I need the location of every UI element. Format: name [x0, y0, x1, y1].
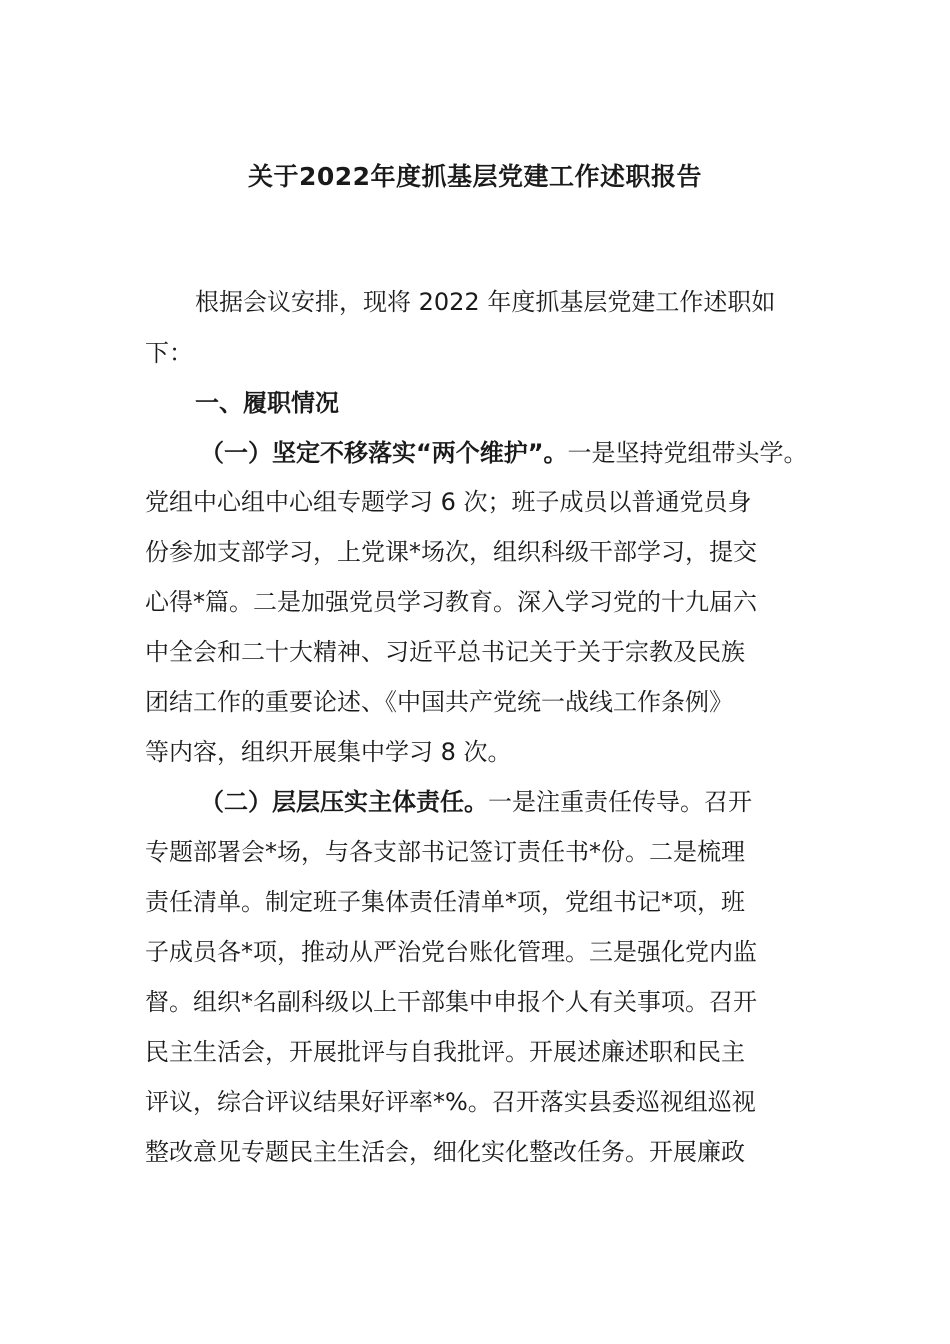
intro-line-1: 根据会议安排，现将 2022 年度抓基层党建工作述职如 — [195, 288, 776, 316]
paragraph-line: 子成员各*项，推动从严治党台账化管理。三是强化党内监 — [145, 938, 757, 966]
paragraph-line: 党组中心组中心组专题学习 6 次；班子成员以普通党员身 — [145, 488, 752, 516]
paragraph-line: 份参加支部学习，上党课*场次，组织科级干部学习，提交 — [145, 538, 757, 566]
intro-line-2: 下： — [145, 339, 193, 367]
subsection-1-heading: （一）坚定不移落实“两个维护”。 — [200, 439, 568, 467]
paragraph-line: 专题部署会*场，与各支部书记签订责任书*份。二是梳理 — [145, 838, 745, 866]
subsection-1-text: 一是坚持党组带头学。 — [567, 439, 808, 467]
subsection-2-first-line — [200, 782, 890, 822]
paragraph-line: 中全会和二十大精神、习近平总书记关于关于宗教及民族 — [145, 638, 745, 666]
document-title: 关于2022年度抓基层党建工作述职报告 — [247, 162, 703, 191]
paragraph-line: 整改意见专题民主生活会，细化实化整改任务。开展廉政 — [145, 1138, 745, 1166]
paragraph-line: 民主生活会，开展批评与自我批评。开展述廉述职和民主 — [145, 1038, 745, 1066]
paragraph-line: 等内容，组织开展集中学习 8 次。 — [145, 738, 512, 766]
paragraph-line: 责任清单。制定班子集体责任清单*项，党组书记*项，班 — [145, 888, 745, 916]
subsection-2-heading: （二）层层压实主体责任。 — [200, 788, 488, 816]
paragraph-line: 督。组织*名副科级以上干部集中申报个人有关事项。召开 — [145, 988, 757, 1016]
paragraph-line: 心得*篇。二是加强党员学习教育。深入学习党的十九届六 — [145, 588, 757, 616]
subsection-1-first-line — [200, 433, 890, 473]
section-heading: 一、履职情况 — [195, 389, 339, 417]
paragraph-line: 评议，综合评议结果好评率*%。召开落实县委巡视组巡视 — [145, 1088, 756, 1116]
paragraph-line: 团结工作的重要论述、《中国共产党统一战线工作条例》 — [145, 688, 733, 716]
subsection-2-text: 一是注重责任传导。召开 — [488, 788, 752, 816]
